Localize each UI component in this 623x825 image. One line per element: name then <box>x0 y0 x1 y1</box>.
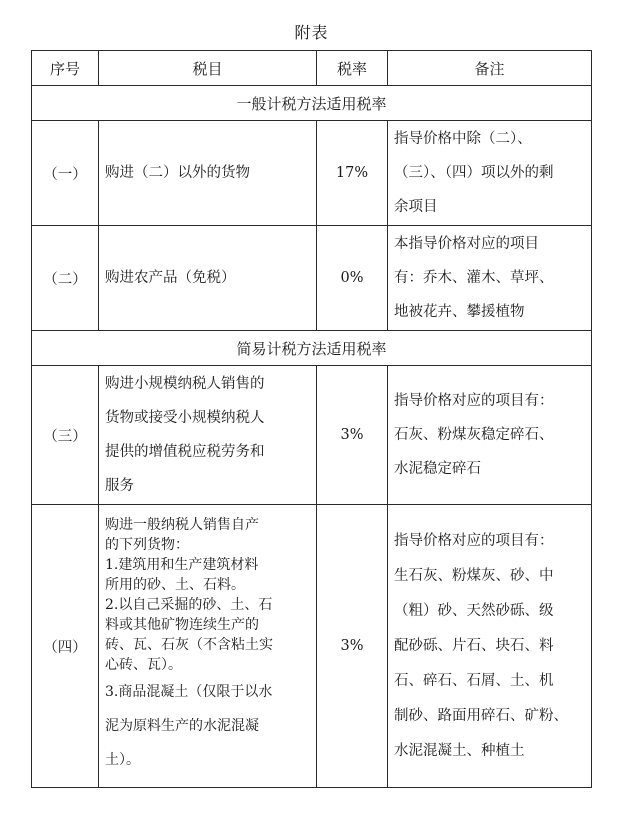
note-line: 指导价格对应的项目有： <box>394 393 554 409</box>
row-note <box>388 366 592 505</box>
row-item <box>99 505 317 788</box>
row-item <box>99 366 317 505</box>
header-rate: 税率 <box>317 51 388 86</box>
row-serial: （三） <box>32 366 99 505</box>
section-general: 一般计税方法适用税率 <box>32 86 592 121</box>
page-title: 附表 <box>294 23 329 42</box>
header-note: 备注 <box>388 51 592 86</box>
row-note <box>388 121 592 226</box>
item-line: 提供的增值税应税劳务和 <box>105 444 265 460</box>
table-row <box>32 505 592 788</box>
table-row <box>32 226 592 331</box>
item-line: 所用的砂、土、石料。 <box>105 577 245 593</box>
header-item: 税目 <box>99 51 317 86</box>
section-row-general <box>32 86 592 121</box>
item-line: 料或其他矿物连续生产的 <box>105 617 259 633</box>
note-line: 水泥混凝土、种植土 <box>394 742 525 759</box>
item-line: 1.建筑用和生产建筑材料 <box>105 557 259 573</box>
row-rate: 0% <box>317 226 388 331</box>
note-line: （三）、（四）项以外的剩 <box>394 165 554 181</box>
table-row <box>32 366 592 505</box>
note-line: 生石灰、粉煤灰、砂、中 <box>394 567 554 584</box>
item-line: 3.商品混凝土（仅限于以水 <box>105 684 273 700</box>
section-simple: 简易计税方法适用税率 <box>32 331 592 366</box>
note-line: 有：乔木、灌木、草坪、 <box>394 270 554 286</box>
note-line: 配砂砾、片石、块石、料 <box>394 637 554 654</box>
note-line: 制砂、路面用碎石、矿粉、 <box>394 707 568 724</box>
item-line: 购进一般纳税人销售自产 <box>105 517 259 533</box>
item-line: 购进农产品（免税） <box>105 270 236 286</box>
item-line: 购进（二）以外的货物 <box>105 165 250 181</box>
row-serial: （二） <box>32 226 99 331</box>
note-line: 水泥稳定碎石 <box>394 461 481 477</box>
item-line: 泥为原料生产的水泥混凝 <box>105 718 259 734</box>
tax-rate-table <box>31 50 592 788</box>
note-line: 本指导价格对应的项目 <box>394 236 539 252</box>
note-line: 指导价格中除（二）、 <box>394 131 532 147</box>
item-line: 砖、瓦、石灰（不含粘土实 <box>105 637 273 653</box>
note-line: 指导价格对应的项目有： <box>394 532 554 549</box>
item-line: 服务 <box>105 478 134 494</box>
note-line: （粗）砂、天然砂砾、级 <box>394 602 554 619</box>
table-row <box>32 121 592 226</box>
row-item <box>99 226 317 331</box>
row-note <box>388 505 592 788</box>
item-line: 货物或接受小规模纳税人 <box>105 410 265 426</box>
note-line: 余项目 <box>394 199 438 215</box>
note-line: 地被花卉、攀援植物 <box>394 304 525 320</box>
item-line: 2.以自己采掘的砂、土、石 <box>105 597 273 613</box>
item-line: 的下列货物： <box>105 537 189 553</box>
row-serial: （四） <box>32 505 99 788</box>
section-row-simple <box>32 331 592 366</box>
item-line: 土）。 <box>105 752 140 768</box>
row-note <box>388 226 592 331</box>
header-serial: 序号 <box>32 51 99 86</box>
row-serial: （一） <box>32 121 99 226</box>
note-line: 石灰、粉煤灰稳定碎石、 <box>394 427 554 443</box>
row-rate: 17% <box>317 121 388 226</box>
item-line: 购进小规模纳税人销售的 <box>105 376 265 392</box>
header-row <box>32 51 592 86</box>
row-rate: 3% <box>317 505 388 788</box>
item-line: 心砖、瓦）。 <box>105 657 182 673</box>
row-rate: 3% <box>317 366 388 505</box>
row-item <box>99 121 317 226</box>
note-line: 石、碎石、石屑、土、机 <box>394 672 554 689</box>
